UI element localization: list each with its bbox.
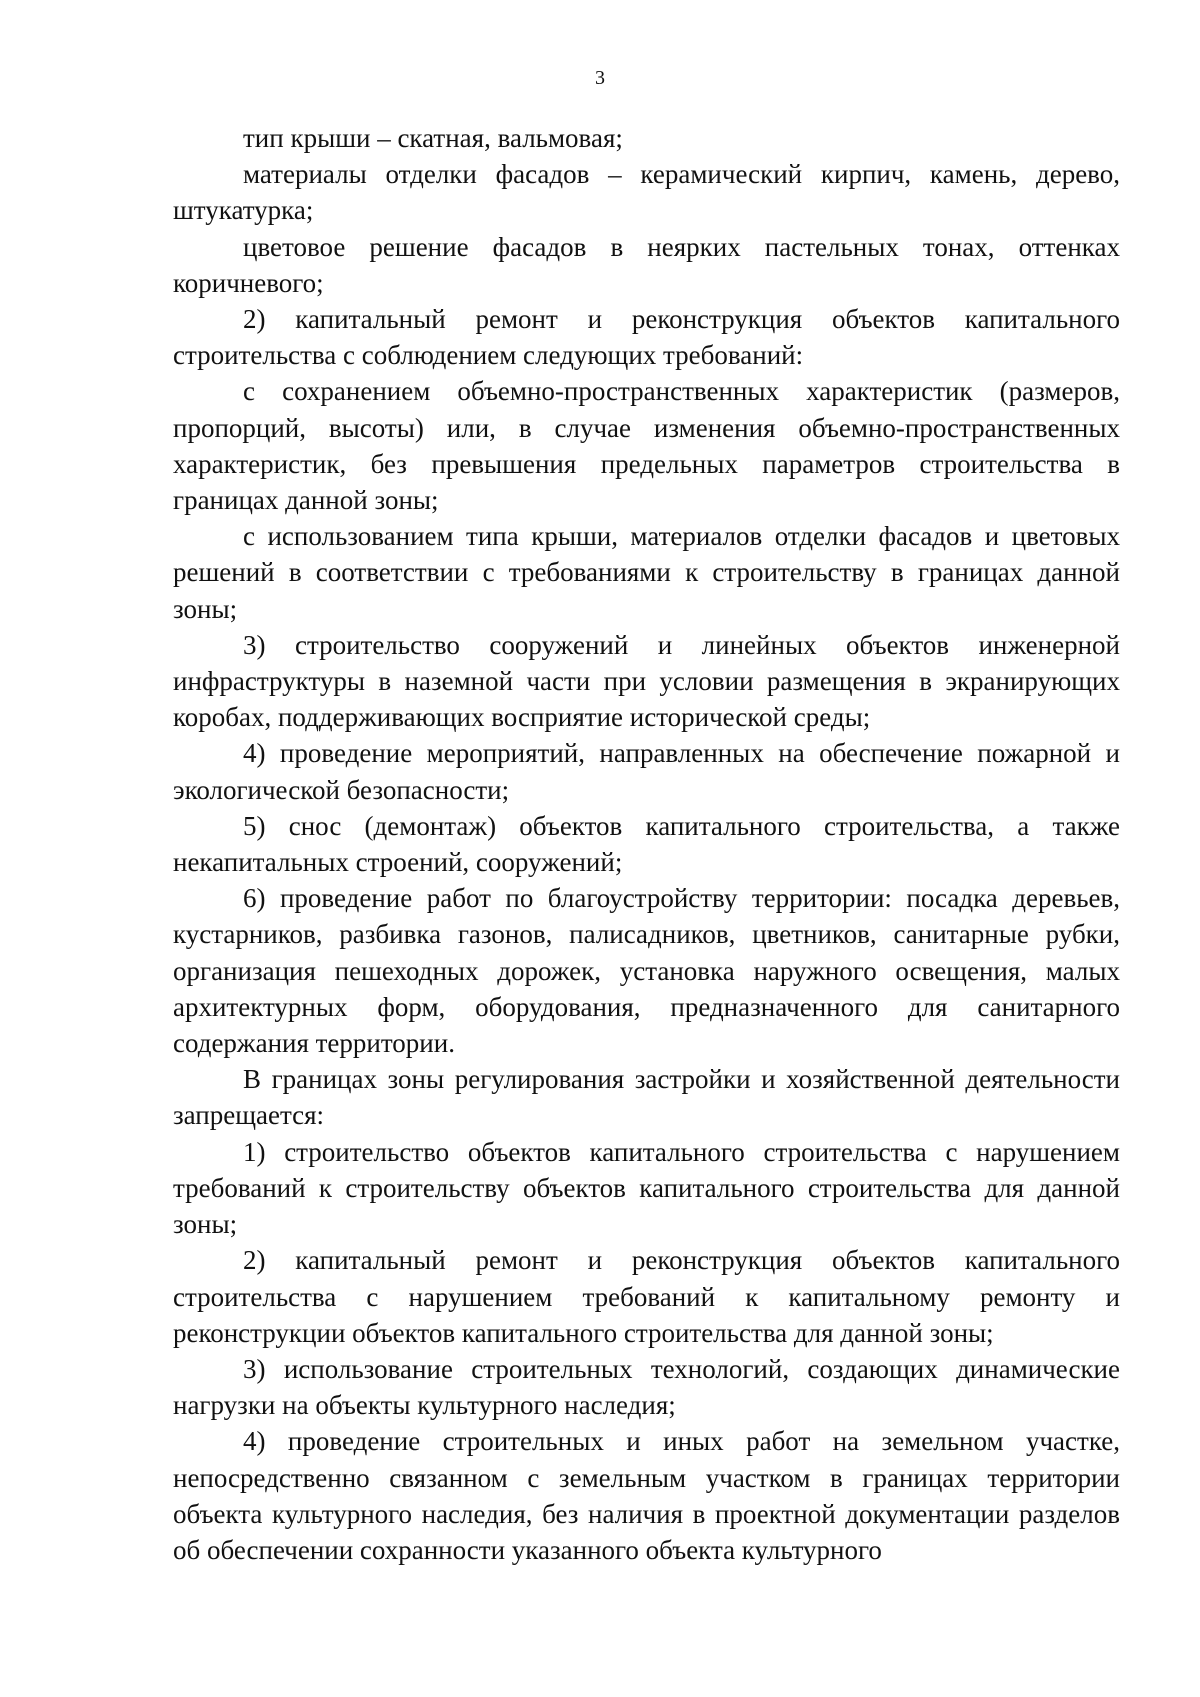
paragraph-prohibitions-intro: В границах зоны регулирования застройки и хозяйственной деятельности запрещается: (173, 1064, 1120, 1131)
paragraph-item-4-safety: 4) проведение мероприятий, направленных на обеспечение пожарной и экологической безопасности; (173, 738, 1120, 805)
page-number: 3 (595, 67, 605, 89)
paragraph-roof-type: тип крыши – скатная, вальмовая; (243, 123, 623, 153)
paragraph-roof-materials-use: с использованием типа крыши, материалов отделки фасадов и цветовых решений в соответствии с требованиями к строительству в границах данной зоны; (173, 521, 1120, 624)
paragraph-item-2-repair: 2) капитальный ремонт и реконструкция объектов капитального строительства с соблюдением следующих требований: (173, 304, 1120, 371)
document-body (173, 120, 1120, 1568)
paragraph-prohibited-2: 2) капитальный ремонт и реконструкция объектов капитального строительства с нарушением требований к капитальному ремонту и реконструкции объектов капитального строительства для данной зоны; (173, 1245, 1120, 1348)
paragraph-facade-materials: материалы отделки фасадов – керамический кирпич, камень, дерево, штукатурка; (173, 159, 1120, 226)
paragraph-item-5-demolition: 5) снос (демонтаж) объектов капитального строительства, а также некапитальных строений, сооружений; (173, 810, 1120, 878)
paragraph-prohibited-1: 1) строительство объектов капитального строительства с нарушением требований к строительству объектов капитального строительства для данной зоны; (173, 1136, 1120, 1240)
paragraph-facade-colors: цветовое решение фасадов в неярких пастельных тонах, оттенках коричневого; (173, 231, 1120, 298)
paragraph-prohibited-3: 3) использование строительных технологий, создающих динамические нагрузки на объекты культурного наследия; (173, 1353, 1120, 1421)
paragraph-prohibited-4: 4) проведение строительных и иных работ на земельном участке, непосредственно связанном с земельным участком в границах территории объекта культурного наследия, без наличия в проектной документации разделов об обеспечении сохранности указанного объекта культурного (173, 1426, 1120, 1565)
paragraph-item-6-landscaping: 6) проведение работ по благоустройству территории: посадка деревьев, кустарников, разбивка газонов, палисадников, цветников, санитарные рубки, организация пешеходных дорожек, установка наружного освещения, малых архитектурных форм, оборудования, предназначенного для санитарного содержания территории. (173, 883, 1120, 1059)
paragraph-volume-preservation: с сохранением объемно-пространственных характеристик (размеров, пропорций, высоты) или, в случае изменения объемно-пространственных характеристик, без превышения предельных параметров строительства в границах данной зоны; (173, 376, 1120, 516)
paragraph-item-3-infrastructure: 3) строительство сооружений и линейных объектов инженерной инфраструктуры в наземной части при условии размещения в экранирующих коробах, поддерживающих восприятие исторической среды; (173, 629, 1120, 733)
